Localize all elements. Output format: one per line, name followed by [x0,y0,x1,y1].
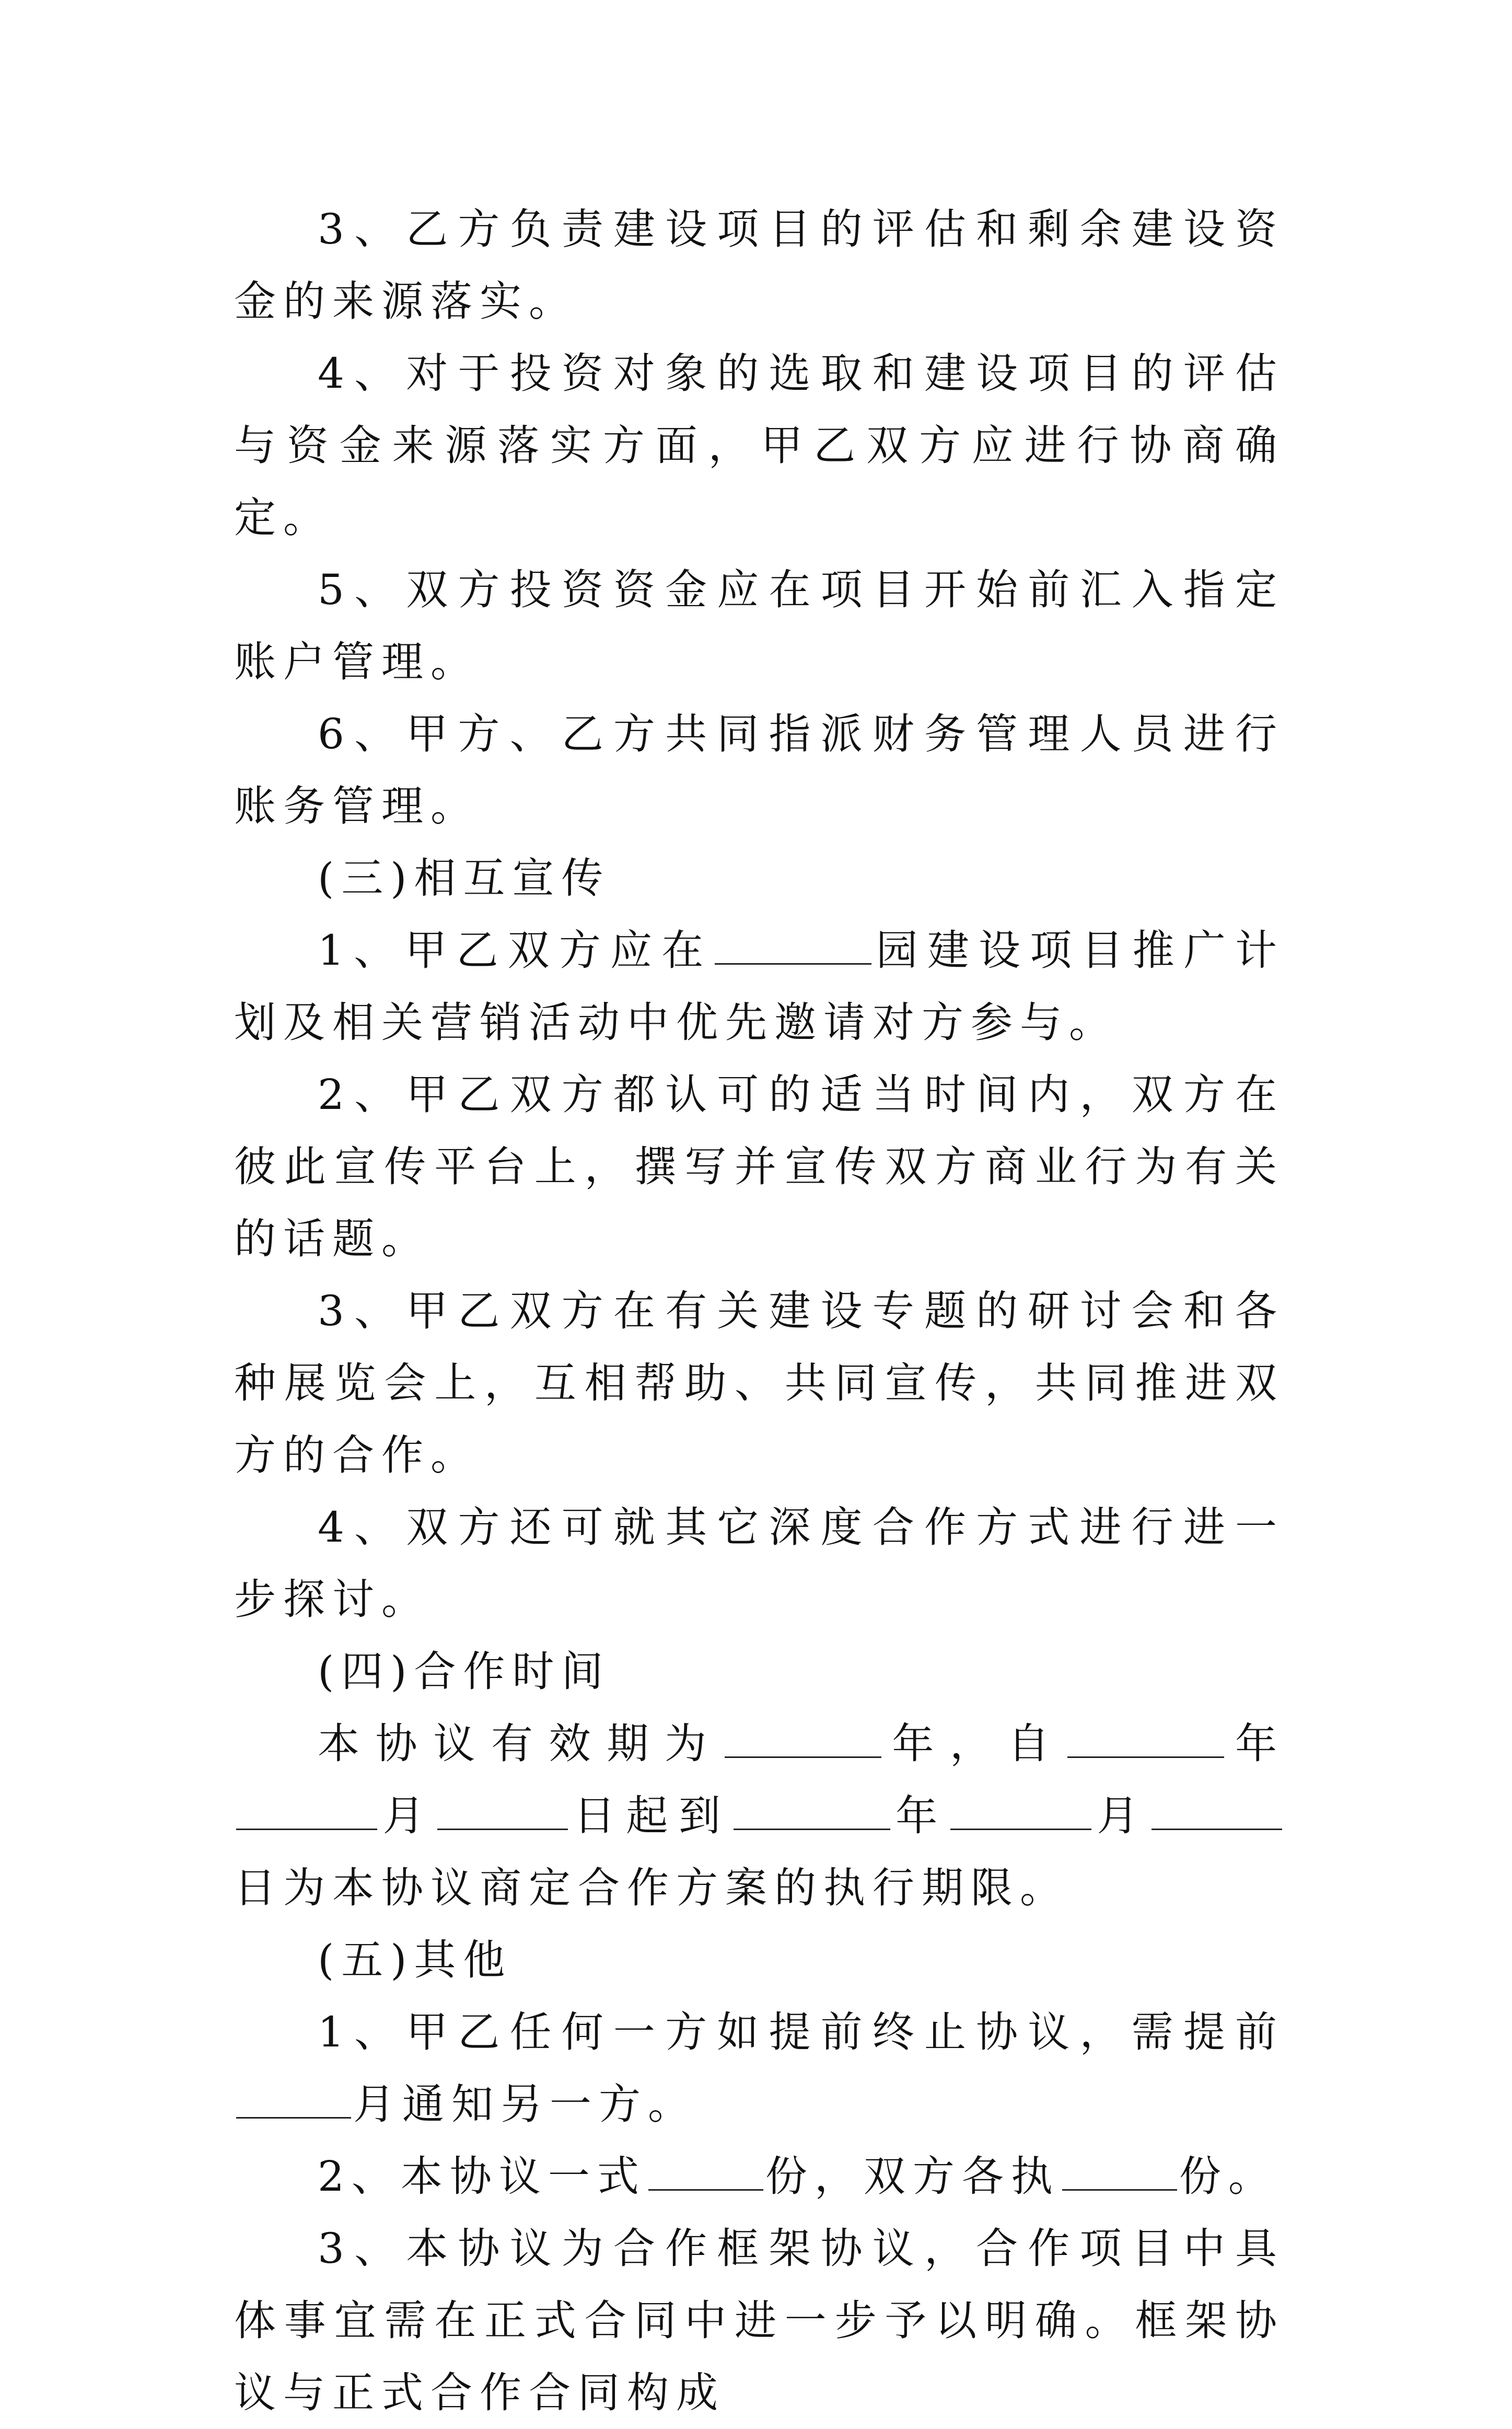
section-heading-text: (三)相互宣传 [318,854,611,903]
paragraph-promo-2 [234,1059,1284,1275]
paragraph-text: 5、双方投资资金应在项目开始前汇入指定账户管理。 [234,565,1284,686]
paragraph-text: 1、甲乙双方应在 [318,926,713,975]
fill-in-blank [236,2083,351,2119]
paragraph-text: 1、甲乙任何一方如提前终止协议，需提前 [318,2008,1284,2056]
paragraph-text: 日起到 [570,1791,731,1840]
fill-in-blank [1067,1722,1224,1758]
fill-in-blank [725,1722,881,1758]
paragraph-promo-3 [234,1275,1284,1491]
paragraph-framework-agreement [234,2213,1284,2429]
section-heading-cooperation-period [234,1636,1284,1708]
paragraph-text: 年，自 [883,1719,1066,1768]
paragraph-text: 4、双方还可就其它深度合作方式进行进一步探讨。 [234,1503,1284,1624]
paragraph-item-3-evaluation [234,193,1284,338]
paragraph-text: 月通知另一方。 [353,2080,697,2129]
paragraph-text: 年 [892,1791,948,1840]
fill-in-blank [734,1794,890,1830]
paragraph-validity-period [234,1708,1284,1924]
fill-in-blank [715,929,871,965]
fill-in-blank [1152,1794,1282,1830]
paragraph-text: 6、甲方、乙方共同指派财务管理人员进行账务管理。 [234,710,1284,830]
paragraph-text: 2、甲乙双方都认可的适当时间内，双方在彼此宣传平台上，撰写并宣传双方商业行为有关的话题。 [234,1070,1284,1263]
paragraph-item-6-finance-staff [234,698,1284,842]
paragraph-text: 份，双方各执 [765,2152,1060,2201]
section-heading-mutual-promotion [234,842,1284,915]
document-body [234,193,1284,2429]
fill-in-blank [648,2155,763,2191]
paragraph-termination-notice [234,1996,1284,2141]
fill-in-blank [437,1794,568,1830]
paragraph-text: 年 [1226,1719,1285,1768]
paragraph-item-4-negotiation [234,338,1284,554]
section-heading-other [234,1924,1284,1996]
paragraph-text: 3、甲乙双方在有关建设专题的研讨会和各种展览会上，互相帮助、共同宣传，共同推进双方的合作。 [234,1287,1284,1479]
paragraph-text: 4、对于投资对象的选取和建设项目的评估与资金来源落实方面，甲乙双方应进行协商确定。 [234,349,1284,542]
paragraph-copies [234,2141,1284,2213]
section-heading-text: (五)其他 [318,1936,513,1984]
paragraph-text: 3、乙方负责建设项目的评估和剩余建设资金的来源落实。 [234,205,1284,326]
paragraph-text: 3、本协议为合作框架协议，合作项目中具体事宜需在正式合同中进一步予以明确。框架协议与正式合作合同构成 [234,2224,1284,2417]
paragraph-text: 份。 [1179,2152,1277,2201]
paragraph-text: 日为本协议商定合作方案的执行期限。 [234,1864,1069,1912]
fill-in-blank [1062,2155,1177,2191]
paragraph-item-5-funds-account [234,554,1284,698]
paragraph-text: 月 [379,1791,436,1840]
paragraph-text: 本协议有效期为 [318,1719,723,1768]
paragraph-promo-4 [234,1491,1284,1636]
paragraph-text: 园建设项目推广计划及相关营销活动中优先邀请对方参与。 [234,926,1284,1047]
fill-in-blank [950,1794,1091,1830]
paragraph-text: 2、本协议一式 [318,2152,646,2201]
paragraph-text: 月 [1093,1791,1150,1840]
fill-in-blank [236,1794,377,1830]
paragraph-promo-1 [234,915,1284,1059]
section-heading-text: (四)合作时间 [318,1647,611,1696]
